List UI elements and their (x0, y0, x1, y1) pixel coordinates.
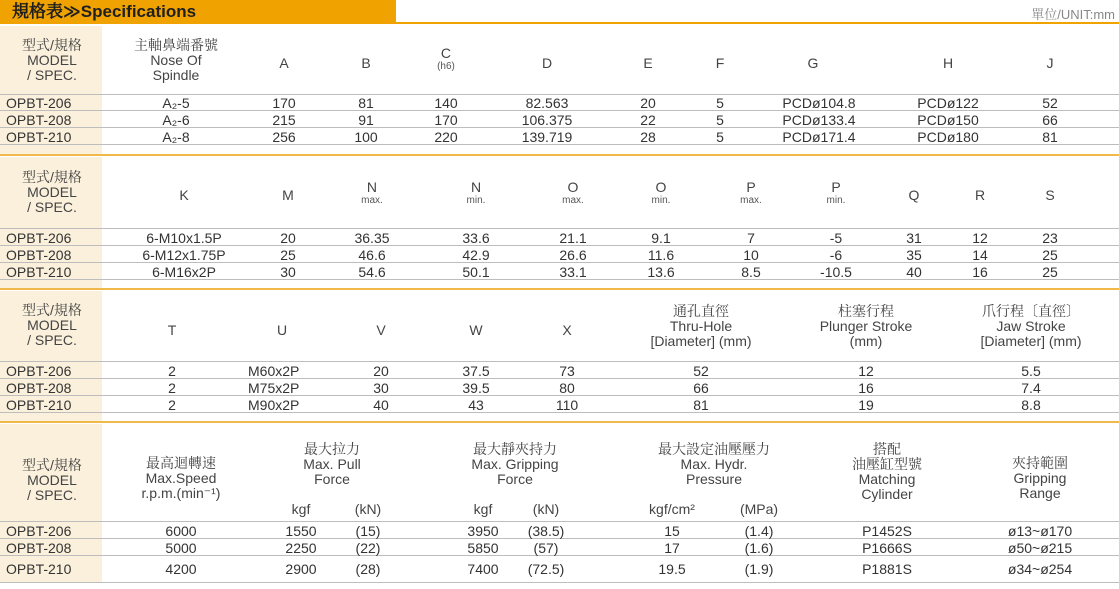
grip-kgf-header: kgf (473, 501, 493, 517)
cyl-en1: Matching (858, 471, 916, 487)
cell-O-max: 33.1 (559, 264, 587, 280)
col-header-P-min (827, 180, 846, 206)
grip-kn-header: (kN) (532, 501, 560, 517)
model-header-zh: 型式/規格 (22, 457, 82, 473)
cell-Q: 35 (906, 247, 922, 263)
cell-N-max: 46.6 (358, 247, 386, 263)
model-cell: OPBT-208 (6, 247, 72, 263)
cell-B: 81 (358, 95, 374, 111)
cell-E: 22 (640, 112, 656, 128)
cell-max-speed: 6000 (165, 523, 197, 539)
range-en1: Gripping (1013, 470, 1067, 486)
jaw-unit: [Diameter] (mm) (980, 333, 1082, 349)
jaw-en: Jaw Stroke (996, 318, 1066, 334)
o-min-sub: min. (651, 195, 671, 206)
col-header-max-speed (142, 456, 221, 501)
cell-V: 30 (373, 380, 389, 396)
col-header-D: D (541, 55, 553, 71)
cell-V: 20 (373, 363, 389, 379)
cell-pull-kn: (15) (355, 523, 381, 539)
cell-hydr-mpa: (1.6) (744, 540, 774, 556)
cell-cylinder: P1666S (862, 540, 912, 556)
cell-O-min: 9.1 (651, 230, 671, 246)
col-header-E: E (643, 55, 653, 71)
cell-S: 23 (1042, 230, 1058, 246)
hydr-en2: Pressure (685, 471, 743, 487)
cell-P-min: -10.5 (820, 264, 852, 280)
model-cell: OPBT-206 (6, 230, 72, 246)
cell-pull-kgf: 2900 (285, 561, 317, 577)
cell-nose: A₂-6 (162, 112, 190, 128)
col-header-T: T (167, 322, 177, 338)
cyl-zh1: 搭配 (873, 441, 901, 457)
model-header-spec: / SPEC. (27, 199, 77, 215)
cell-J: 66 (1042, 112, 1058, 128)
model-cell: OPBT-206 (6, 363, 72, 379)
cell-max-speed: 4200 (165, 561, 197, 577)
speed-zh: 最高迴轉速 (145, 455, 216, 471)
row-divider (0, 228, 1119, 229)
nose-header-en2: Spindle (152, 67, 200, 83)
cell-max-speed: 5000 (165, 540, 197, 556)
cell-E: 28 (640, 129, 656, 145)
cell-hydr-mpa: (1.4) (744, 523, 774, 539)
spec-column-bg-4 (0, 424, 102, 582)
cell-R: 12 (972, 230, 988, 246)
cell-N-min: 42.9 (462, 247, 490, 263)
section-divider (0, 288, 1119, 290)
cell-K: 6-M16x2P (152, 264, 216, 280)
cell-W: 39.5 (462, 380, 490, 396)
cell-cylinder: P1881S (862, 561, 912, 577)
cyl-zh2: 油壓缸型號 (852, 456, 922, 472)
p-min-letter: P (831, 179, 841, 195)
speed-en: Max.Speed (145, 470, 217, 486)
model-cell: OPBT-208 (6, 112, 72, 128)
col-header-Q: Q (908, 187, 920, 203)
row-divider (0, 521, 1119, 522)
nose-header-zh: 主軸鼻端番號 (134, 37, 218, 53)
cell-thru-hole: 81 (693, 397, 709, 413)
cyl-en2: Cylinder (861, 486, 913, 502)
page-title: 規格表≫Specifications (0, 0, 396, 24)
hydr-en1: Max. Hydr. (680, 456, 748, 472)
model-header (6, 38, 98, 83)
col-header-F: F (715, 55, 725, 71)
row-divider (0, 361, 1119, 362)
cell-R: 16 (972, 264, 988, 280)
col-header-R: R (974, 187, 986, 203)
col-header-K: K (179, 187, 189, 203)
col-header-N-max (361, 180, 383, 206)
speed-unit: r.p.m.(min⁻¹) (141, 485, 221, 501)
section-divider (0, 421, 1119, 423)
cell-hydr-kgfcm: 15 (664, 523, 680, 539)
model-header-en: MODEL (27, 472, 77, 488)
cell-X: 80 (559, 380, 575, 396)
hydr-zh: 最大設定油壓壓力 (658, 441, 770, 457)
cell-H: PCDø122 (917, 95, 979, 111)
section-divider (0, 154, 1119, 156)
thru-hole-unit: [Diameter] (mm) (650, 333, 752, 349)
cell-pull-kgf: 1550 (285, 523, 317, 539)
col-header-pull-force (303, 442, 361, 487)
cell-P-max: 10 (743, 247, 759, 263)
cell-nose: A₂-5 (162, 95, 190, 111)
cell-jaw-stroke: 7.4 (1021, 380, 1041, 396)
col-header-O-max (562, 180, 584, 206)
cell-G: PCDø133.4 (782, 112, 856, 128)
model-cell: OPBT-210 (6, 561, 72, 577)
cell-cylinder: P1452S (862, 523, 912, 539)
cell-V: 40 (373, 397, 389, 413)
cell-A: 170 (272, 95, 296, 111)
cell-plunger-stroke: 19 (858, 397, 874, 413)
model-cell: OPBT-210 (6, 129, 72, 145)
model-header (6, 458, 98, 503)
cell-U: M90x2P (248, 397, 300, 413)
col-header-X: X (562, 322, 572, 338)
cell-gripping-range: ø34~ø254 (1007, 561, 1073, 577)
col-header-M: M (282, 187, 294, 203)
cell-N-max: 36.35 (354, 230, 390, 246)
row-divider (0, 582, 1119, 583)
cell-X: 110 (555, 397, 579, 413)
cell-X: 73 (559, 363, 575, 379)
model-cell: OPBT-206 (6, 95, 72, 111)
cell-W: 37.5 (462, 363, 490, 379)
cell-jaw-stroke: 5.5 (1021, 363, 1041, 379)
model-header-en: MODEL (27, 184, 77, 200)
cell-thru-hole: 52 (693, 363, 709, 379)
col-header-nose (134, 38, 218, 83)
c-header-letter: C (440, 45, 452, 61)
col-header-J: J (1046, 55, 1054, 71)
hydr-mpa-header: (MPa) (739, 501, 779, 517)
col-header-thru-hole (650, 304, 751, 349)
cell-D: 82.563 (525, 95, 569, 111)
cell-Q: 40 (906, 264, 922, 280)
cell-T: 2 (168, 363, 176, 379)
cell-jaw-stroke: 8.8 (1021, 397, 1041, 413)
cell-M: 25 (280, 247, 296, 263)
cell-grip-kn: (72.5) (527, 561, 565, 577)
cell-hydr-kgfcm: 19.5 (658, 561, 686, 577)
pull-kn-header: (kN) (354, 501, 382, 517)
model-cell: OPBT-210 (6, 397, 72, 413)
col-header-U: U (276, 322, 288, 338)
n-max-letter: N (366, 179, 378, 195)
cell-N-max: 54.6 (358, 264, 386, 280)
grip-zh: 最大靜夾持力 (473, 441, 557, 457)
plunger-unit: (mm) (849, 333, 883, 349)
cell-grip-kn: (57) (533, 540, 559, 556)
cell-D: 106.375 (521, 112, 573, 128)
col-header-G: G (807, 55, 819, 71)
unit-label: 單位/UNIT:mm (1031, 7, 1115, 22)
col-header-W: W (469, 322, 483, 338)
cell-pull-kgf: 2250 (285, 540, 317, 556)
cell-plunger-stroke: 16 (858, 380, 874, 396)
cell-A: 256 (272, 129, 296, 145)
model-header-zh: 型式/規格 (22, 302, 82, 318)
col-header-N-min (467, 180, 486, 206)
pull-zh: 最大拉力 (303, 441, 360, 457)
col-header-hydr-pressure (658, 442, 770, 487)
range-zh: 夾持範圍 (1012, 455, 1068, 471)
cell-U: M60x2P (248, 363, 300, 379)
cell-C: 170 (434, 112, 458, 128)
cell-F: 5 (716, 112, 724, 128)
thru-hole-en: Thru-Hole (669, 318, 733, 334)
cell-N-min: 33.6 (462, 230, 490, 246)
cell-M: 30 (280, 264, 296, 280)
model-header-en: MODEL (27, 52, 77, 68)
cell-grip-kn: (38.5) (527, 523, 565, 539)
model-header-en: MODEL (27, 317, 77, 333)
n-min-sub: min. (466, 195, 486, 206)
cell-plunger-stroke: 12 (858, 363, 874, 379)
cell-K: 6-M10x1.5P (146, 230, 222, 246)
cell-nose: A₂-8 (162, 129, 190, 145)
model-cell: OPBT-208 (6, 540, 72, 556)
o-max-letter: O (567, 179, 579, 195)
col-header-gripping-range (1012, 456, 1068, 501)
pull-en1: Max. Pull (303, 456, 361, 472)
p-min-sub: min. (826, 195, 846, 206)
model-header-zh: 型式/規格 (22, 169, 82, 185)
cell-M: 20 (280, 230, 296, 246)
hydr-kgfcm-header: kgf/cm² (649, 501, 695, 517)
cell-grip-kgf: 7400 (467, 561, 499, 577)
col-header-A: A (279, 55, 289, 71)
cell-thru-hole: 66 (693, 380, 709, 396)
cell-J: 81 (1042, 129, 1058, 145)
cell-P-min: -6 (829, 247, 843, 263)
plunger-en: Plunger Stroke (819, 318, 913, 334)
col-header-H: H (942, 55, 954, 71)
cell-pull-kn: (28) (355, 561, 381, 577)
pull-kgf-header: kgf (291, 501, 311, 517)
plunger-zh: 柱塞行程 (837, 303, 894, 319)
title-rule (396, 22, 1119, 24)
model-header-spec: / SPEC. (27, 67, 77, 83)
col-header-matching-cylinder (852, 442, 922, 502)
o-min-letter: O (655, 179, 667, 195)
cell-O-max: 26.6 (559, 247, 587, 263)
cell-D: 139.719 (521, 129, 573, 145)
cell-P-max: 8.5 (741, 264, 761, 280)
p-max-sub: max. (740, 195, 762, 206)
cell-H: PCDø150 (917, 112, 979, 128)
model-header-spec: / SPEC. (27, 332, 77, 348)
c-header-sub: (h6) (437, 61, 455, 72)
model-header-zh: 型式/規格 (22, 37, 82, 53)
col-header-jaw-stroke (980, 304, 1081, 349)
cell-O-max: 21.1 (559, 230, 587, 246)
cell-H: PCDø180 (917, 129, 979, 145)
cell-grip-kgf: 5850 (467, 540, 499, 556)
model-cell: OPBT-206 (6, 523, 72, 539)
jaw-zh: 爪行程〔直徑〕 (982, 303, 1080, 319)
n-min-letter: N (470, 179, 482, 195)
pull-en2: Force (314, 471, 350, 487)
cell-pull-kn: (22) (355, 540, 381, 556)
col-header-C (437, 46, 455, 72)
cell-O-min: 11.6 (647, 247, 675, 263)
cell-T: 2 (168, 397, 176, 413)
cell-B: 100 (354, 129, 378, 145)
cell-K: 6-M12x1.75P (142, 247, 226, 263)
cell-C: 220 (434, 129, 458, 145)
model-header (6, 170, 98, 215)
cell-F: 5 (716, 129, 724, 145)
o-max-sub: max. (562, 195, 584, 206)
title-bar (0, 0, 1119, 26)
model-header (6, 303, 98, 348)
cell-hydr-kgfcm: 17 (664, 540, 680, 556)
cell-E: 20 (640, 95, 656, 111)
col-header-P-max (740, 180, 762, 206)
cell-S: 25 (1042, 247, 1058, 263)
col-header-gripping-force (471, 442, 558, 487)
cell-gripping-range: ø50~ø215 (1007, 540, 1073, 556)
cell-F: 5 (716, 95, 724, 111)
grip-en2: Force (497, 471, 533, 487)
model-header-spec: / SPEC. (27, 487, 77, 503)
cell-J: 52 (1042, 95, 1058, 111)
cell-U: M75x2P (248, 380, 300, 396)
cell-G: PCDø104.8 (782, 95, 856, 111)
cell-grip-kgf: 3950 (467, 523, 499, 539)
cell-S: 25 (1042, 264, 1058, 280)
n-max-sub: max. (361, 195, 383, 206)
cell-B: 91 (358, 112, 374, 128)
model-cell: OPBT-210 (6, 264, 72, 280)
col-header-plunger-stroke (820, 304, 913, 349)
col-header-S: S (1045, 187, 1055, 203)
thru-hole-zh: 通孔直徑 (673, 303, 729, 319)
grip-en1: Max. Gripping (471, 456, 559, 472)
cell-G: PCDø171.4 (782, 129, 856, 145)
cell-N-min: 50.1 (462, 264, 490, 280)
col-header-B: B (361, 55, 371, 71)
range-en2: Range (1019, 485, 1061, 501)
nose-header-en1: Nose Of (150, 52, 202, 68)
cell-W: 43 (468, 397, 484, 413)
cell-R: 14 (972, 247, 988, 263)
cell-P-min: -5 (829, 230, 843, 246)
cell-gripping-range: ø13~ø170 (1007, 523, 1073, 539)
cell-C: 140 (434, 95, 458, 111)
cell-hydr-mpa: (1.9) (744, 561, 774, 577)
cell-T: 2 (168, 380, 176, 396)
cell-Q: 31 (906, 230, 922, 246)
col-header-O-min (652, 180, 671, 206)
col-header-V: V (376, 322, 386, 338)
cell-A: 215 (272, 112, 296, 128)
cell-O-min: 13.6 (647, 264, 675, 280)
model-cell: OPBT-208 (6, 380, 72, 396)
p-max-letter: P (746, 179, 756, 195)
cell-P-max: 7 (747, 230, 755, 246)
